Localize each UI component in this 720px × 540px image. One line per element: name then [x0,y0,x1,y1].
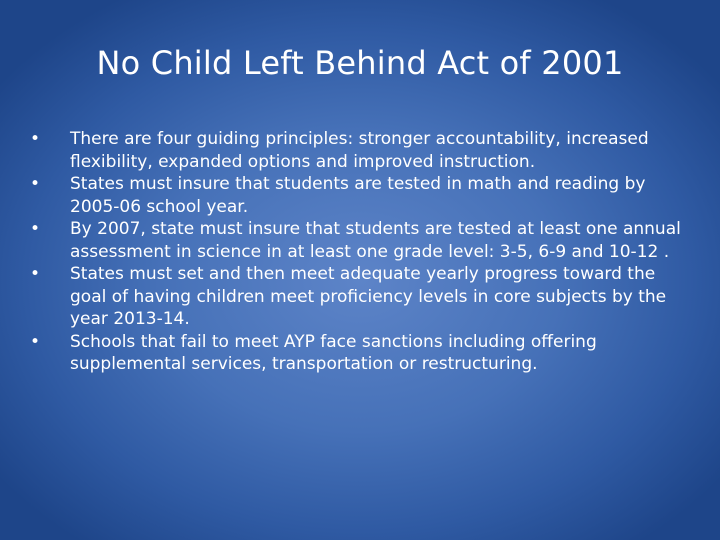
slide-title: No Child Left Behind Act of 2001 [96,44,624,82]
bullet-item [28,331,688,376]
bullet-dot-icon: • [30,331,41,352]
bullet-text: States must insure that students are tested in math and reading by 2005-06 school year. [70,174,646,217]
bullet-text: There are four guiding principles: stronger accountability, increased flexibility, expanded options and improved instruction. [70,129,649,172]
bullet-text: Schools that fail to meet AYP face sanctions including offering supplemental services, transportation or restructuring. [70,331,597,374]
bullet-item [28,263,688,331]
bullet-dot-icon: • [30,129,41,149]
bullet-dot-icon: • [30,264,41,284]
bullet-dot-icon: • [30,219,41,239]
bullet-item [28,128,688,173]
bullet-text: By 2007, state must insure that students are tested at least one annual assessment in science in at least one grade level: 3-5, 6-9 and 10-12 . [70,219,681,262]
bullet-item [28,173,688,218]
bullet-item [28,218,688,263]
bullet-dot-icon: • [30,174,41,194]
bullet-list [28,128,688,376]
bullet-text: States must set and then meet adequate yearly progress toward the goal of having children meet proficiency levels in core subjects by the year 2013-14. [70,264,667,329]
